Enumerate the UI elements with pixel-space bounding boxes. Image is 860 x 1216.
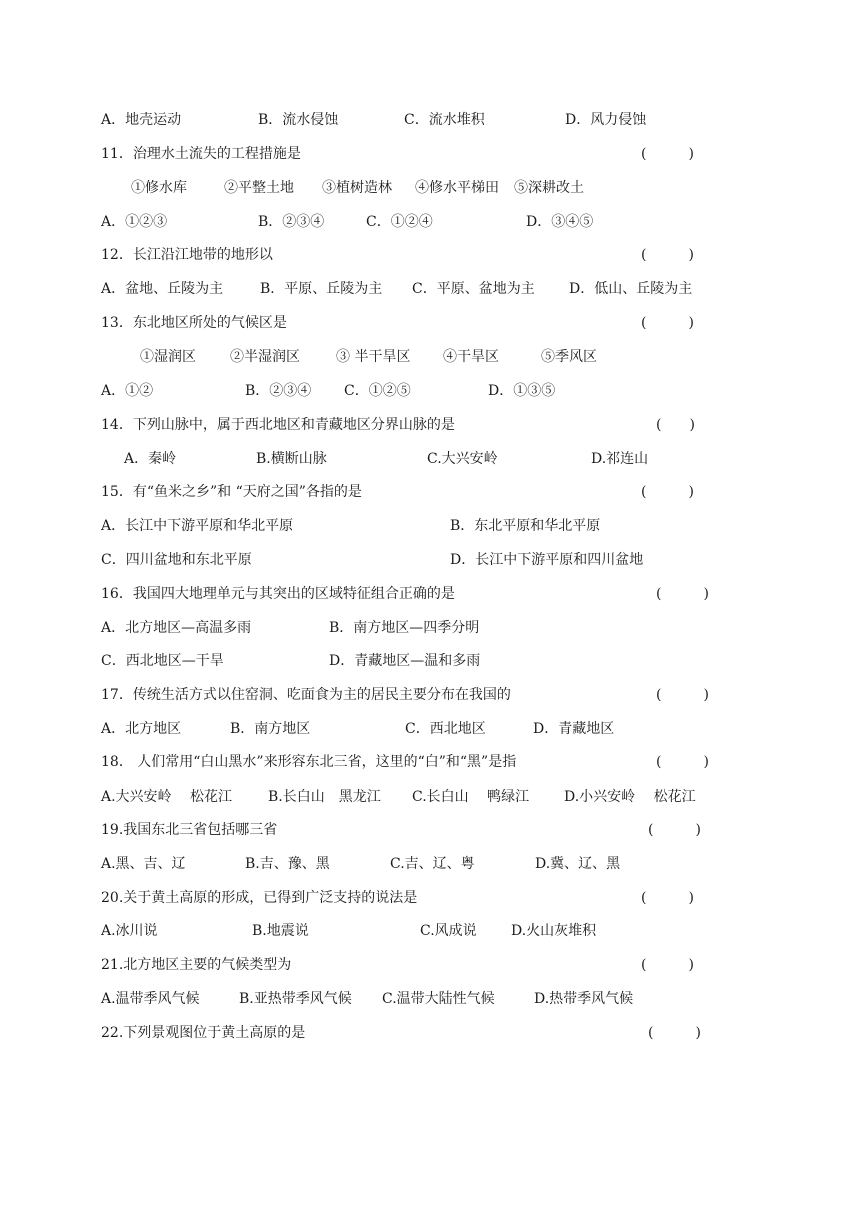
option-b: B．②③④ bbox=[245, 383, 312, 399]
question-text: 11．治理水土流失的工程措施是 bbox=[101, 146, 301, 162]
option-b: B.地震说 bbox=[252, 923, 309, 939]
option-a: A.温带季风气候 bbox=[101, 991, 200, 1007]
option-c: C.大兴安岭 bbox=[427, 451, 498, 467]
question-text: 22.下列景观图位于黄土高原的是 bbox=[101, 1025, 306, 1041]
options-row bbox=[0, 514, 860, 538]
question-19 bbox=[0, 818, 860, 842]
option-b: B．平原、丘陵为主 bbox=[260, 281, 383, 297]
option-d: D.热带季风气候 bbox=[534, 991, 634, 1007]
option-d: D．①③⑤ bbox=[488, 383, 556, 399]
option-b: B．流水侵蚀 bbox=[258, 112, 339, 128]
option-c: C．西北地区 bbox=[405, 721, 486, 737]
option-a: A．①② bbox=[101, 383, 154, 399]
question-18 bbox=[0, 750, 860, 774]
choice-5: ⑤深耕改土 bbox=[514, 180, 584, 196]
question-text: 19.我国东北三省包括哪三省 bbox=[101, 822, 278, 838]
option-d: D．低山、丘陵为主 bbox=[569, 281, 693, 297]
options-row bbox=[0, 649, 860, 673]
option-a: A.冰川说 bbox=[101, 923, 158, 939]
answer-blank: ( ) bbox=[641, 315, 694, 331]
choice-2: ②平整土地 bbox=[224, 180, 294, 196]
options-row bbox=[0, 785, 860, 809]
option-a: A．北方地区—高温多雨 bbox=[101, 620, 252, 636]
answer-blank: ( ) bbox=[648, 822, 701, 838]
question-17 bbox=[0, 683, 860, 707]
option-c: C．流水堆积 bbox=[404, 112, 485, 128]
option-c: C.风成说 bbox=[420, 923, 477, 939]
option-a: A．地壳运动 bbox=[101, 112, 182, 128]
choice-5: ⑤季风区 bbox=[541, 349, 597, 365]
option-d: D．青藏地区 bbox=[533, 721, 615, 737]
option-c: C．四川盆地和东北平原 bbox=[101, 552, 252, 568]
options-row bbox=[0, 548, 860, 572]
answer-blank: ( ) bbox=[641, 146, 694, 162]
option-c: C．平原、盆地为主 bbox=[412, 281, 535, 297]
option-c: C．①②⑤ bbox=[344, 383, 411, 399]
option-d: D.祁连山 bbox=[591, 451, 649, 467]
question-text: 16．我国四大地理单元与其突出的区域特征组合正确的是 bbox=[101, 586, 455, 602]
option-d: D.火山灰堆积 bbox=[511, 923, 597, 939]
option-d: D．长江中下游平原和四川盆地 bbox=[450, 552, 644, 568]
option-a: A．盆地、丘陵为主 bbox=[101, 281, 224, 297]
option-d: D.冀、辽、黑 bbox=[535, 856, 621, 872]
question-16 bbox=[0, 582, 860, 606]
answer-blank: ( ) bbox=[656, 417, 695, 433]
question-text: 12．长江沿江地带的地形以 bbox=[101, 247, 273, 263]
choice-3: ③植树造林 bbox=[322, 180, 392, 196]
question-text: 21.北方地区主要的气候类型为 bbox=[101, 957, 292, 973]
option-a: A.黑、吉、辽 bbox=[101, 856, 186, 872]
options-row bbox=[0, 616, 860, 640]
option-b: B．东北平原和华北平原 bbox=[450, 518, 601, 534]
question-11 bbox=[0, 142, 860, 166]
answer-blank: ( ) bbox=[656, 687, 709, 703]
answer-blank: ( ) bbox=[641, 957, 694, 973]
question-text: 17．传统生活方式以住窑洞、吃面食为主的居民主要分布在我国的 bbox=[101, 687, 511, 703]
choices-row bbox=[0, 345, 860, 369]
option-d: D．风力侵蚀 bbox=[565, 112, 647, 128]
answer-blank: ( ) bbox=[641, 890, 694, 906]
option-c: C.温带大陆性气候 bbox=[382, 991, 495, 1007]
answer-blank: ( ) bbox=[648, 1025, 701, 1041]
choice-1: ①湿润区 bbox=[140, 349, 196, 365]
question-22 bbox=[0, 1021, 860, 1045]
option-a: A．长江中下游平原和华北平原 bbox=[101, 518, 294, 534]
option-b: B．南方地区 bbox=[230, 721, 311, 737]
choice-1: ①修水库 bbox=[131, 180, 187, 196]
choice-3: ③ 半干旱区 bbox=[336, 349, 411, 365]
options-row bbox=[0, 717, 860, 741]
options-row bbox=[0, 852, 860, 876]
answer-blank: ( ) bbox=[656, 586, 709, 602]
options-row bbox=[0, 447, 860, 471]
options-row bbox=[0, 210, 860, 234]
question-14 bbox=[0, 413, 860, 437]
option-a: A．秦岭 bbox=[124, 451, 177, 467]
option-b: B.横断山脉 bbox=[256, 451, 327, 467]
option-a: A．①②③ bbox=[101, 214, 168, 230]
question-text: 14．下列山脉中，属于西北地区和青藏地区分界山脉的是 bbox=[101, 417, 455, 433]
option-c: C．①②④ bbox=[366, 214, 433, 230]
option-d: D．青藏地区—温和多雨 bbox=[329, 653, 481, 669]
answer-blank: ( ) bbox=[641, 247, 694, 263]
question-21 bbox=[0, 953, 860, 977]
question-15 bbox=[0, 480, 860, 504]
answer-blank: ( ) bbox=[656, 754, 709, 770]
question-text: 18． 人们常用“白山黑水”来形容东北三省，这里的“白”和“黑”是指 bbox=[101, 754, 517, 770]
option-a: A．北方地区 bbox=[101, 721, 182, 737]
option-c: C.吉、辽、粤 bbox=[390, 856, 475, 872]
options-row bbox=[0, 277, 860, 301]
option-b: B.亚热带季风气候 bbox=[239, 991, 352, 1007]
option-b: B.长白山 黑龙江 bbox=[268, 789, 381, 805]
option-b: B．南方地区—四季分明 bbox=[329, 620, 480, 636]
options-row bbox=[0, 379, 860, 403]
choices-row bbox=[0, 176, 860, 200]
options-row bbox=[0, 987, 860, 1011]
option-d: D.小兴安岭 松花江 bbox=[564, 789, 696, 805]
option-d: D．③④⑤ bbox=[526, 214, 594, 230]
option-c: C．西北地区—干旱 bbox=[101, 653, 224, 669]
question-text: 15．有“鱼米之乡”和 “天府之国”各指的是 bbox=[101, 484, 362, 500]
option-b: B.吉、豫、黑 bbox=[245, 856, 330, 872]
question-text: 13．东北地区所处的气候区是 bbox=[101, 315, 287, 331]
options-row bbox=[0, 919, 860, 943]
question-text: 20.关于黄土高原的形成，已得到广泛支持的说法是 bbox=[101, 890, 418, 906]
option-a: A.大兴安岭 松花江 bbox=[101, 789, 233, 805]
question-20 bbox=[0, 886, 860, 910]
option-c: C.长白山 鸭绿江 bbox=[412, 789, 530, 805]
options-row bbox=[0, 108, 860, 132]
question-13 bbox=[0, 311, 860, 335]
choice-4: ④修水平梯田 bbox=[415, 180, 499, 196]
choice-2: ②半湿润区 bbox=[230, 349, 300, 365]
choice-4: ④干旱区 bbox=[443, 349, 499, 365]
answer-blank: ( ) bbox=[641, 484, 694, 500]
question-12 bbox=[0, 243, 860, 267]
option-b: B．②③④ bbox=[258, 214, 325, 230]
